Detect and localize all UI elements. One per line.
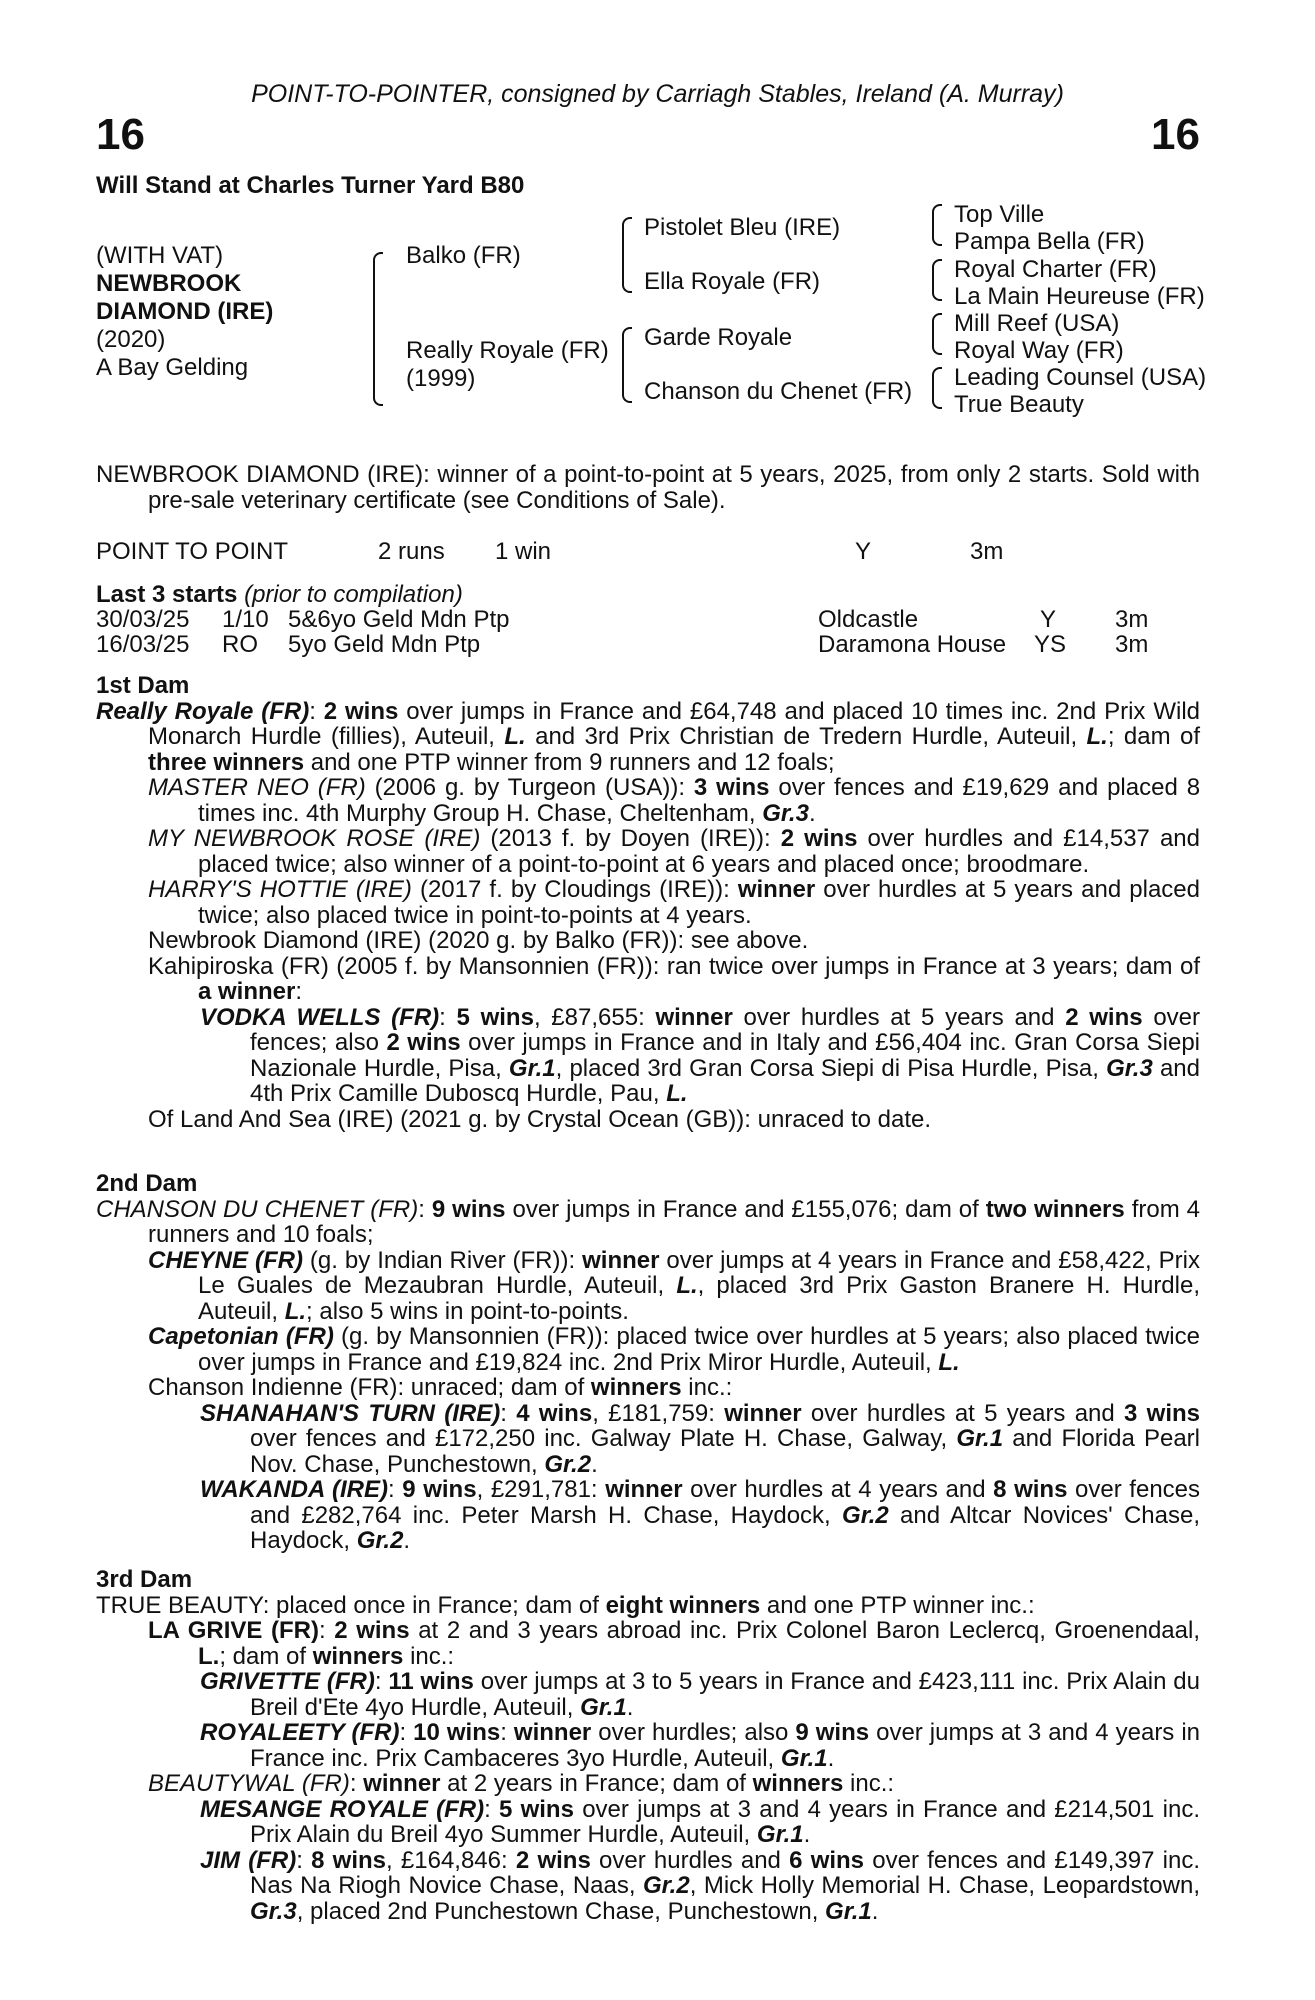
ancestor-7: Leading Counsel (USA): [954, 364, 1207, 391]
ancestor-6: Royal Way (FR): [954, 337, 1124, 364]
pedigree-brace-g1: [932, 204, 942, 246]
summary-text: NEWBROOK DIAMOND (IRE): winner of a point-to-point at 5 years, 2025, from only 2 starts. Sold with pre-sale veterinary certificate (see Conditions of Sale).: [96, 461, 1200, 514]
horse-year: (2020): [96, 326, 166, 353]
horse-block: [96, 242, 273, 382]
pedigree-brace-g2: [932, 259, 942, 301]
horse-name-line1: NEWBROOK: [96, 270, 242, 297]
progeny-entry: SHANAHAN'S TURN (IRE): 4 wins, £181,759: winner over hurdles at 5 years and 3 wins over fences and £172,250 inc. Galway Plate H. Chase, Galway, Gr.1 and Florida Pearl Nov. Chase, Punchestown, Gr.2.: [200, 1399, 1201, 1478]
lot-number-right: 16: [1151, 110, 1200, 159]
ancestor-5: Mill Reef (USA): [954, 310, 1120, 337]
record-going: Y: [855, 538, 872, 565]
start-distance: 3m: [1115, 606, 1149, 633]
progeny-entry: Capetonian (FR) (g. by Mansonnien (FR)): placed twice over hurdles at 5 years; also placed twice over jumps in France and £19,824 inc. 2nd Prix Miror Hurdle, Auteuil, L.: [148, 1323, 1200, 1376]
start-date: 30/03/25: [96, 606, 190, 633]
start-race: 5yo Geld Mdn Ptp: [288, 631, 481, 658]
ancestor-3: Royal Charter (FR): [954, 256, 1157, 283]
first-dam-section: [96, 673, 1200, 1132]
start-going: YS: [1034, 631, 1067, 658]
progeny-entry: Newbrook Diamond (IRE) (2020 g. by Balko (FR)): see above.: [148, 927, 809, 954]
progeny-entry: Chanson Indienne (FR): unraced; dam of winners inc.:: [148, 1374, 733, 1401]
third-dam-intro: TRUE BEAUTY: placed once in France; dam of eight winners and one PTP winner inc.:: [96, 1591, 1035, 1619]
first-dam-progeny: [96, 775, 1200, 1005]
first-dam-heading: 1st Dam: [96, 672, 190, 699]
second-dam-heading: 2nd Dam: [96, 1170, 198, 1197]
pedigree-brace-sire: [622, 217, 632, 293]
progeny-entry: WAKANDA (IRE): 9 wins, £291,781: winner over hurdles at 4 years and 8 wins over fences and £282,764 inc. Peter Marsh H. Chase, Haydock, Gr.2 and Altcar Novices' Chase, Haydock, Gr.2.: [200, 1476, 1201, 1554]
progeny-entry: CHEYNE (FR) (g. by Indian River (FR)): winner over jumps at 4 years in France and £58,422, Prix Le Guales de Mezaubran Hurdle, Auteuil, L., placed 3rd Prix Gaston Branere H. Hurdle, Auteuil, L.; also 5 wins in point-to-points.: [148, 1246, 1201, 1325]
horse-name-line2: DIAMOND (IRE): [96, 298, 274, 325]
pedigree-brace-dam: [622, 327, 632, 403]
progeny-entry: Kahipiroska (FR) (2005 f. by Mansonnien (FR)): ran twice over jumps in France at 3 years; dam of a winner:: [148, 952, 1200, 1005]
record-label: POINT TO POINT: [96, 538, 289, 565]
catalogue-header: POINT-TO-POINTER, consigned by Carriagh Stables, Ireland (A. Murray): [251, 80, 1064, 108]
record-runs: 2 runs: [378, 538, 445, 565]
record-distance: 3m: [970, 538, 1004, 565]
dam-dam: Chanson du Chenet (FR): [644, 378, 913, 405]
pedigree-brace-main: [373, 252, 383, 406]
start-course: Oldcastle: [818, 606, 919, 633]
dam: Really Royale (FR): [406, 337, 609, 364]
ancestor-2: Pampa Bella (FR): [954, 228, 1145, 255]
horse-description: A Bay Gelding: [96, 354, 249, 381]
second-dam-grandprogeny: [96, 1401, 1200, 1554]
progeny-entry: MESANGE ROYALE (FR): 5 wins over jumps at 3 and 4 years in France and £214,501 inc. Prix Alain du Breil 4yo Summer Hurdle, Auteuil, Gr.1.: [200, 1795, 1200, 1848]
start-race: 5&6yo Geld Mdn Ptp: [288, 606, 510, 633]
pedigree-brace-g3: [932, 313, 942, 355]
progeny-entry: HARRY'S HOTTIE (IRE) (2017 f. by Cloudings (IRE)): winner over hurdles at 5 years and placed twice; also placed twice in point-to-points at 4 years.: [148, 876, 1200, 929]
progeny-entry: JIM (FR): 8 wins, £164,846: 2 wins over hurdles and 6 wins over fences and £149,397 inc. Nas Na Riogh Novice Chase, Naas, Gr.2, Mick Holly Memorial H. Chase, Leopardstown, Gr.3, placed 2nd Punchestown Chase, Punchestown, Gr.1.: [200, 1846, 1201, 1925]
progeny-entry: BEAUTYWAL (FR): winner at 2 years in France; dam of winners inc.:: [148, 1770, 895, 1797]
record-wins: 1 win: [495, 538, 552, 565]
first-dam-grandprogeny: [96, 1005, 1200, 1107]
vat-note: (WITH VAT): [96, 242, 224, 269]
pedigree-brace-g4: [932, 367, 942, 409]
progeny-entry: GRIVETTE (FR): 11 wins over jumps at 3 to 5 years in France and £423,111 inc. Prix Alain du Breil d'Ete 4yo Hurdle, Auteuil, Gr.1.: [200, 1668, 1200, 1721]
start-going: Y: [1040, 606, 1057, 633]
stand-location: Will Stand at Charles Turner Yard B80: [96, 172, 525, 199]
start-date: 16/03/25: [96, 631, 190, 658]
progeny-entry: MASTER NEO (FR) (2006 g. by Turgeon (USA)): 3 wins over fences and £19,629 and placed 8 times inc. 4th Murphy Group H. Chase, Cheltenham, Gr.3.: [148, 774, 1201, 827]
progeny-entry: LA GRIVE (FR): 2 wins at 2 and 3 years abroad inc. Prix Colonel Baron Leclercq, Groenendaal, L.; dam of winners inc.:: [148, 1617, 1200, 1670]
second-dam-progeny: [96, 1248, 1200, 1401]
progeny-entry: VODKA WELLS (FR): 5 wins, £87,655: winner over hurdles at 5 years and 2 wins over fences; also 2 wins over jumps in France and in Italy and £56,404 inc. Gran Corsa Siepi Nazionale Hurdle, Pisa, Gr.1, placed 3rd Gran Corsa Siepi di Pisa Hurdle, Pisa, Gr.3 and 4th Prix Camille Duboscq Hurdle, Pau, L.: [200, 1003, 1201, 1107]
third-dam-heading: 3rd Dam: [96, 1566, 193, 1593]
lot-number-left: 16: [96, 110, 145, 159]
third-dam-progeny: [96, 1618, 1200, 1669]
first-dam-intro: Really Royale (FR): 2 wins over jumps in France and £64,748 and placed 10 times inc. 2nd Prix Wild Monarch Hurdle (fillies), Auteuil, L. and 3rd Prix Christian de Tredern Hurdle, Auteuil, L.; dam of three winners and one PTP winner from 9 runners and 12 foals;: [96, 697, 1201, 776]
start-position: RO: [222, 631, 258, 658]
dam-sire: Garde Royale: [644, 324, 793, 351]
dam-year: (1999): [406, 365, 476, 392]
last-starts-title: Last 3 starts: [96, 581, 238, 608]
last-starts-note: (prior to compilation): [244, 581, 463, 608]
ancestor-8: True Beauty: [954, 391, 1084, 418]
third-dam-section: [96, 1567, 1200, 1924]
sire: Balko (FR): [406, 242, 521, 269]
sire-dam: Ella Royale (FR): [644, 268, 821, 295]
second-dam-section: [96, 1171, 1200, 1554]
progeny-entry: Of Land And Sea (IRE) (2021 g. by Crystal Ocean (GB)): unraced to date.: [148, 1105, 932, 1133]
start-position: 1/10: [222, 606, 269, 633]
second-dam-intro: CHANSON DU CHENET (FR): 9 wins over jumps in France and £155,076; dam of two winners from 4 runners and 10 foals;: [96, 1195, 1201, 1248]
sire-sire: Pistolet Bleu (IRE): [644, 214, 841, 241]
ancestor-1: Top Ville: [954, 201, 1045, 228]
start-distance: 3m: [1115, 631, 1149, 658]
last-starts-heading: [96, 581, 463, 609]
progeny-entry: ROYALEETY (FR): 10 wins: winner over hurdles; also 9 wins over jumps at 3 and 4 years in France inc. Prix Cambaceres 3yo Hurdle, Auteuil, Gr.1.: [200, 1719, 1201, 1772]
ancestor-4: La Main Heureuse (FR): [954, 283, 1205, 310]
progeny-entry: MY NEWBROOK ROSE (IRE) (2013 f. by Doyen (IRE)): 2 wins over hurdles and £14,537 and placed twice; also winner of a point-to-point at 6 years and placed once; broodmare.: [148, 825, 1200, 878]
summary: [96, 462, 1200, 513]
start-course: Daramona House: [818, 631, 1007, 658]
